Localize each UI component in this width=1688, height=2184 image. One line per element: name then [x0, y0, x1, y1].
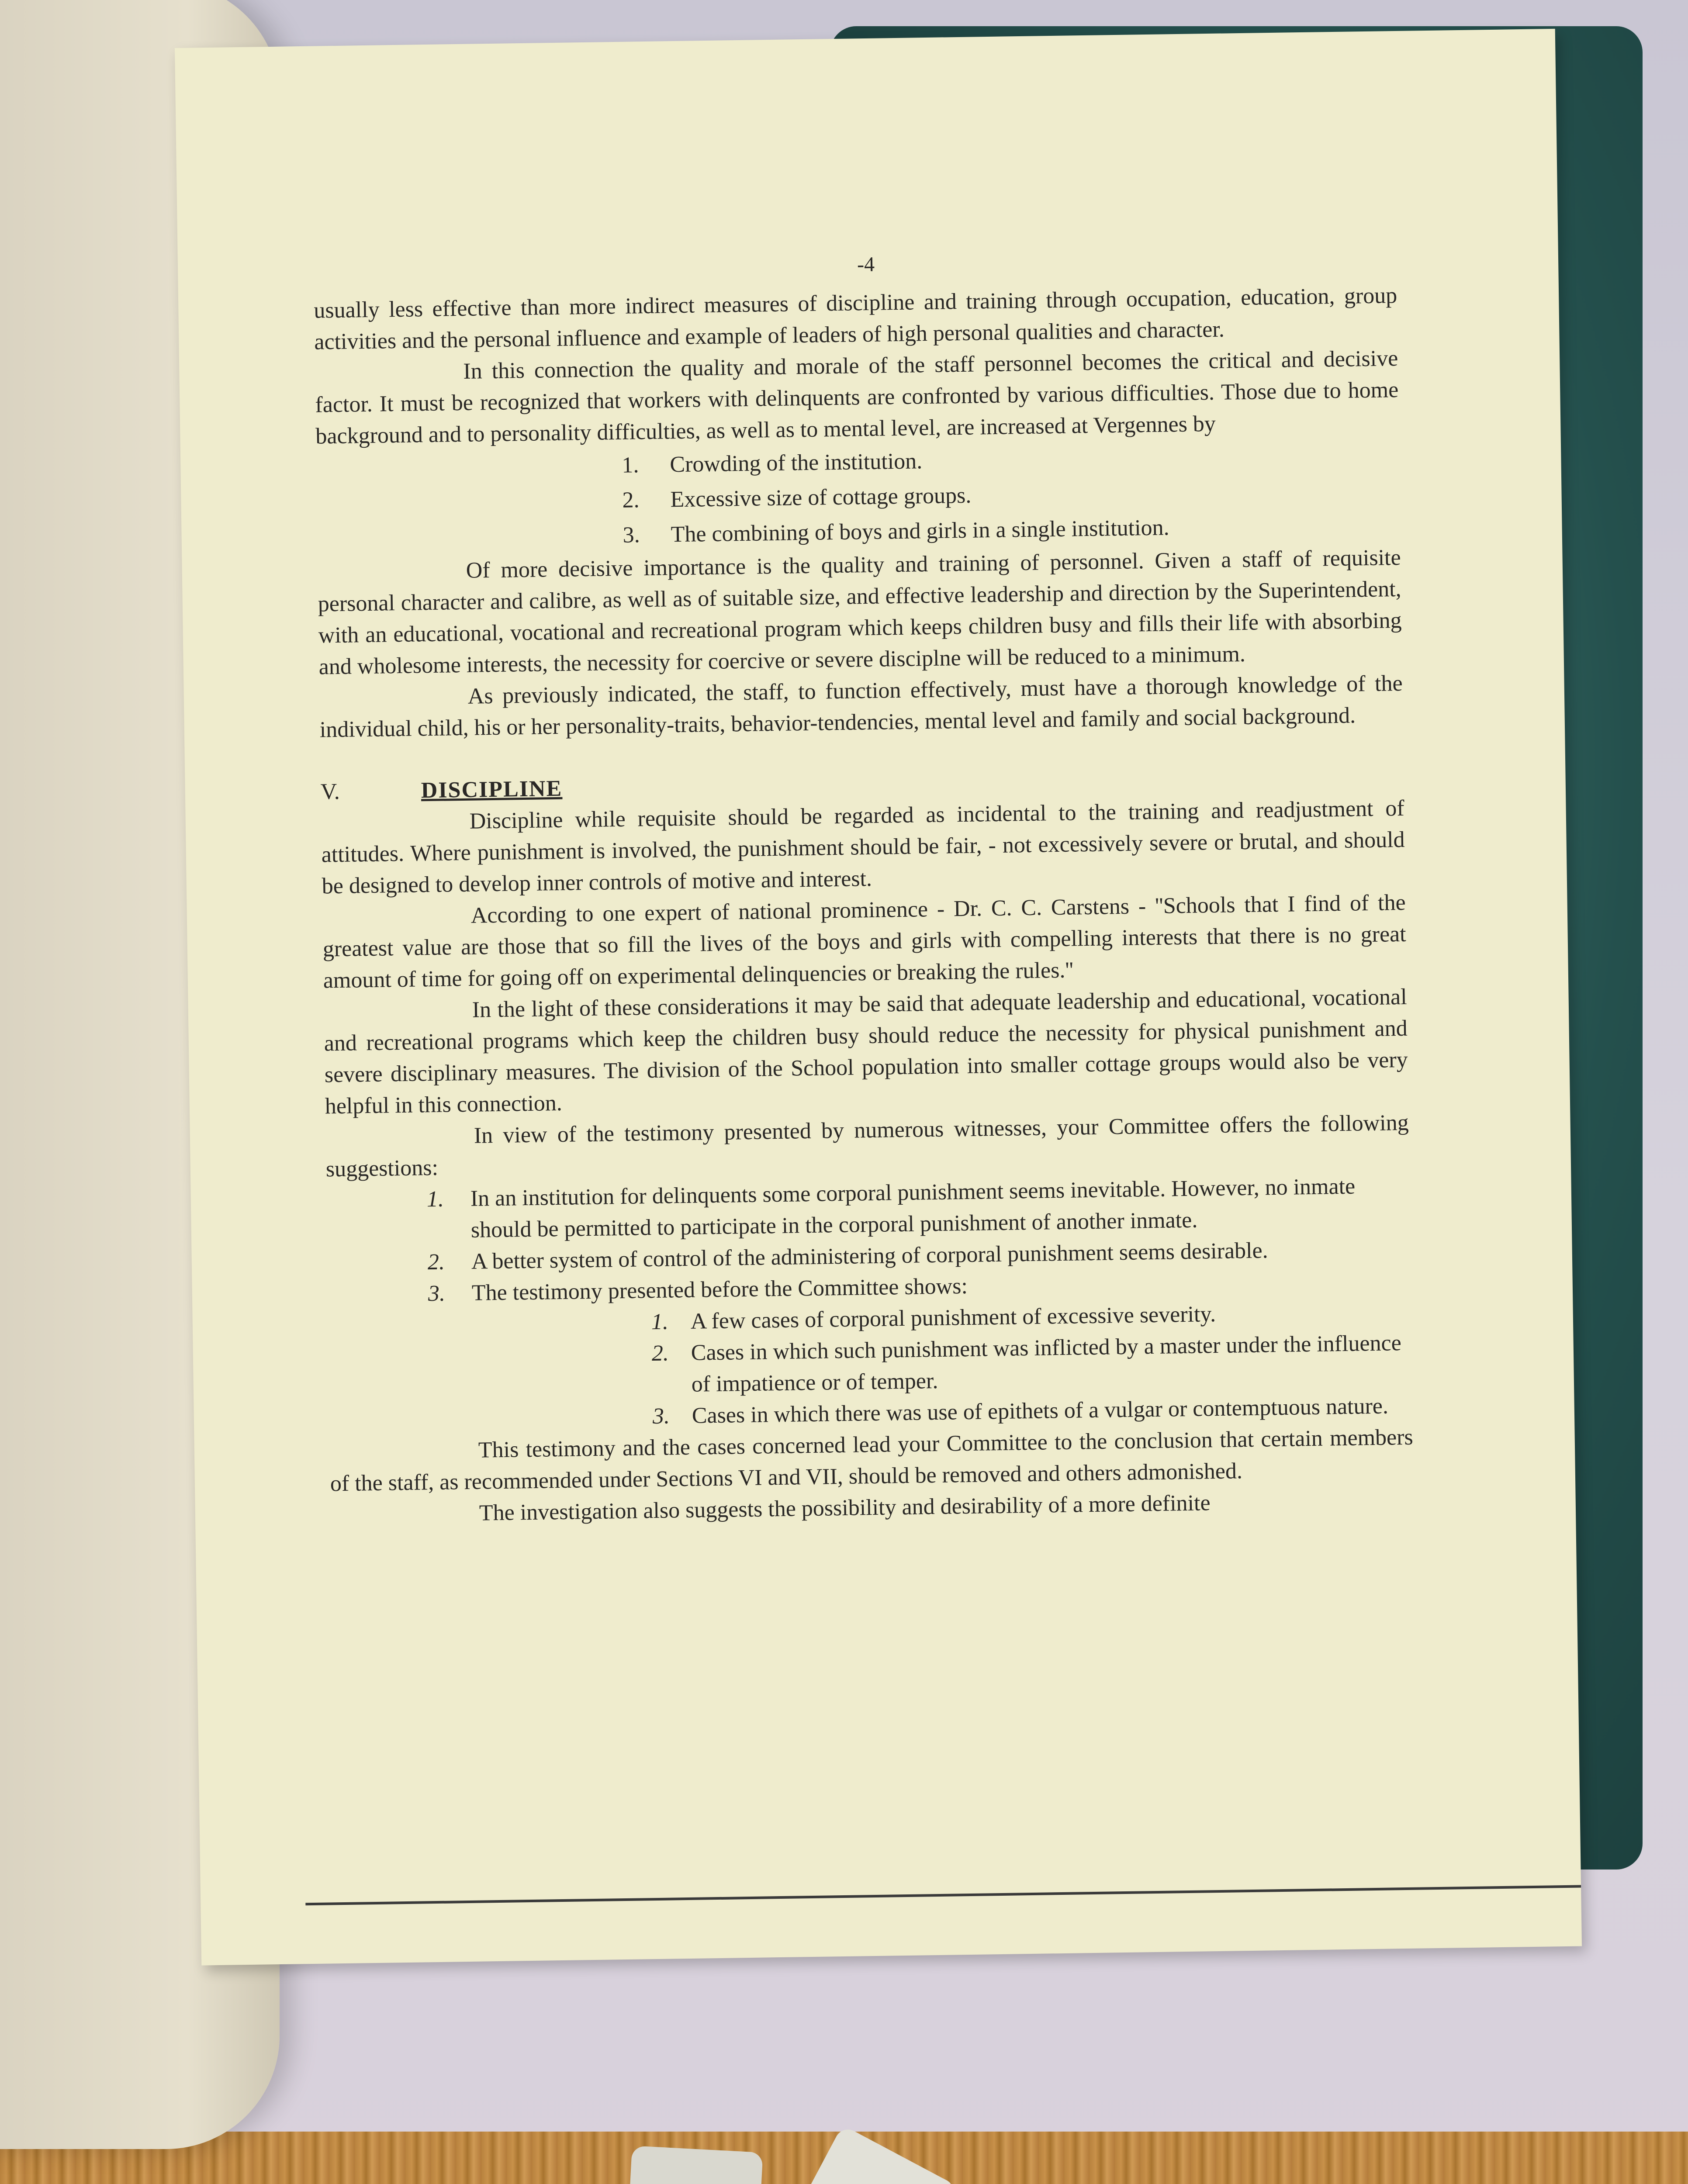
paragraph: As previously indicated, the staff, to function effectively, must have a thorough knowledge of the individual child, his or her personality-traits, behavior-tendencies, mental level and family and social background. [319, 670, 1403, 743]
paragraph: In view of the testimony presented by numerous witnesses, your Committee offers the following suggestions: [325, 1110, 1409, 1182]
list-text: A better system of control of the administering of corporal punishment seems desirable. [471, 1238, 1268, 1274]
paragraph: Discipline while requisite should be regarded as incidental to the training and readjustment of attitudes. Where punishment is involved, the punishment should be fair, - not excessively severe or brutal, and should be designed to develop inner controls of motive and interest. [321, 795, 1405, 899]
testimony-findings-list [328, 1296, 1413, 1437]
factors-list [316, 437, 1401, 557]
list-text: Cases in which there was use of epithets of a vulgar or contemptuous nature. [692, 1393, 1389, 1428]
list-number: 3. [428, 1281, 446, 1306]
paper-tab [626, 2146, 763, 2184]
list-text: In an institution for delinquents some corporal punishment seems inevitable. However, no inmate should be permitted to participate in the corporal punishment of another inmate. [470, 1174, 1356, 1243]
list-number: 3. [623, 522, 640, 548]
paragraph: In the light of these considerations it may be said that adequate leadership and educational, vocational and recreational programs which keep the children busy should reduce the necessity for physical punishment and severe disciplinary measures. The division of the School population into smaller cottage groups would also be very helpful in this connection. [324, 984, 1408, 1119]
paragraph: Of more decisive importance is the quality and training of personnel. Given a staff of requisite personal character and calibre, as well as of suitable size, and effective leadership and direction by the Superintendent, with an educational, vocational and recreational program which keeps children busy and fills their life with absorbing and wholesome interests, the necessity for coercive or severe disciplne will be reduced to a minimum. [318, 545, 1402, 680]
paragraph: The investigation also suggests the possibility and desirability of a more definite [479, 1490, 1211, 1526]
paragraph: In this connection the quality and morale of the staff personnel becomes the critical and decisive factor. It must be recognized that workers with delinquents are confronted by various difficulties. Those due to home background and to personality difficulties, as well as to mental level, are increased at Vergennes by [315, 346, 1399, 449]
list-text: Crowding of the institution. [670, 449, 923, 477]
suggestions-list [326, 1170, 1411, 1311]
list-number: 2. [427, 1249, 445, 1275]
section-number: V. [320, 779, 340, 805]
list-number: 1. [651, 1309, 669, 1335]
list-number: 1. [426, 1186, 444, 1212]
list-number: 2. [651, 1341, 669, 1366]
document-page [175, 29, 1582, 1966]
list-text: A few cases of corporal punishment of excessive severity. [690, 1302, 1216, 1334]
list-text: Cases in which such punishment was inflicted by a master under the influence of impatience or of temper. [691, 1330, 1402, 1397]
list-number: 3. [652, 1403, 670, 1429]
paragraph: usually less effective than more indirect measures of discipline and training through occupation, education, group activities and the personal influence and example of leaders of high personal qualities and character. [314, 283, 1397, 355]
list-item [651, 1327, 1412, 1401]
list-number: 2. [622, 487, 640, 513]
bottom-rule [305, 1885, 1581, 1905]
page-number: -4 [857, 252, 875, 276]
paragraph: This testimony and the cases concerned lead your Committee to the conclusion that certain members of the staff, as recommended under Sections VI and VII, should be removed and others admonished. [330, 1424, 1414, 1496]
list-text: The combining of boys and girls in a single institution. [671, 515, 1169, 547]
list-text: Excessive size of cottage groups. [670, 483, 972, 512]
list-number: 1. [622, 453, 639, 478]
list-text: The testimony presented before the Committee shows: [471, 1273, 968, 1306]
paragraph: According to one expert of national prominence - Dr. C. C. Carstens - ''Schools that I find of the greatest value are those that so fill the lives of the boys and girls with compelling interests that there is no great amount of time for going off on experimental delinquencies or breaking the rules.'' [322, 890, 1406, 993]
page-body [314, 280, 1414, 1531]
section-title: DISCIPLINE [421, 776, 563, 803]
